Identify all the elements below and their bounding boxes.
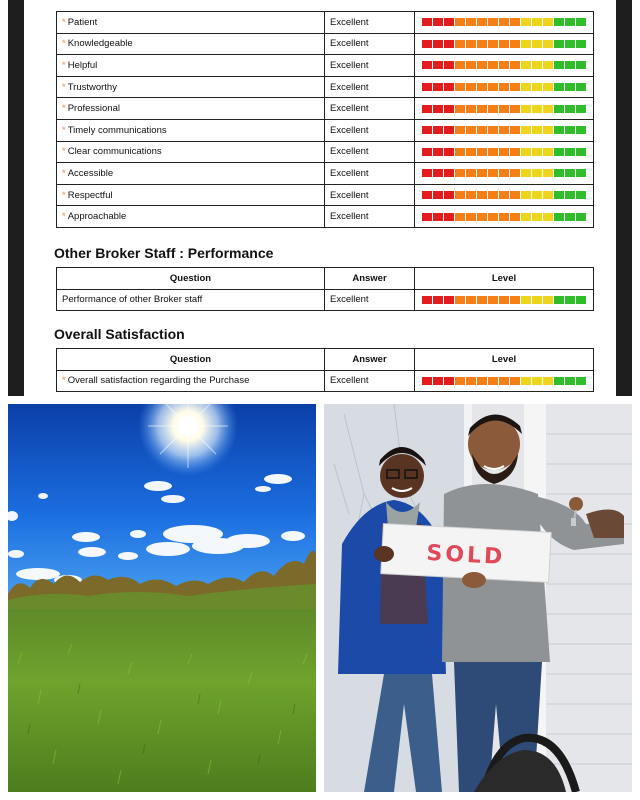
header-answer: Answer [325, 268, 415, 290]
level-segment-red [433, 148, 443, 156]
level-segment-orange [455, 296, 465, 304]
level-segment-orange [455, 377, 465, 385]
answer-cell: Excellent [325, 289, 415, 311]
level-segment-red [433, 61, 443, 69]
level-segment-green [554, 169, 564, 177]
table-row [57, 98, 594, 120]
level-segment-green [565, 148, 575, 156]
sold-sign-text: SOLD [425, 540, 506, 571]
level-cell [415, 12, 594, 34]
level-segment-orange [488, 148, 498, 156]
question-cell [57, 141, 325, 163]
level-segment-green [565, 61, 575, 69]
required-asterisk: * [62, 146, 66, 158]
level-segment-orange [499, 61, 509, 69]
level-segment-red [422, 213, 432, 221]
level-segment-orange [488, 40, 498, 48]
level-segment-orange [510, 105, 520, 113]
level-segment-red [433, 169, 443, 177]
level-segment-red [433, 191, 443, 199]
level-segment-orange [466, 18, 476, 26]
level-segment-green [554, 61, 564, 69]
level-segment-orange [466, 191, 476, 199]
answer-cell: Excellent [325, 98, 415, 120]
level-segment-orange [499, 191, 509, 199]
question-text: Overall satisfaction regarding the Purchase [67, 375, 250, 387]
survey-document [8, 0, 632, 396]
level-segment-green [576, 40, 586, 48]
level-segment-yellow [543, 61, 553, 69]
level-segment-green [576, 191, 586, 199]
required-asterisk: * [62, 167, 66, 179]
level-segment-green [554, 105, 564, 113]
level-segment-yellow [521, 296, 531, 304]
table-row [57, 206, 594, 228]
level-segment-yellow [543, 83, 553, 91]
required-asterisk: * [62, 38, 66, 50]
level-meter [420, 142, 588, 163]
level-segment-red [444, 191, 454, 199]
meadow-illustration [8, 404, 316, 792]
level-segment-orange [488, 83, 498, 91]
level-segment-orange [488, 191, 498, 199]
level-segment-orange [477, 377, 487, 385]
level-segment-yellow [521, 169, 531, 177]
level-segment-green [554, 148, 564, 156]
header-answer: Answer [325, 349, 415, 371]
level-segment-orange [466, 83, 476, 91]
answer-cell: Excellent [325, 163, 415, 185]
table-row [57, 12, 594, 34]
level-meter [420, 120, 588, 141]
level-segment-red [433, 40, 443, 48]
question-cell [57, 76, 325, 98]
level-segment-yellow [532, 61, 542, 69]
level-segment-orange [477, 213, 487, 221]
required-asterisk: * [62, 211, 66, 223]
answer-cell: Excellent [325, 119, 415, 141]
level-segment-orange [455, 18, 465, 26]
level-segment-orange [499, 105, 509, 113]
level-segment-red [422, 148, 432, 156]
level-segment-red [433, 377, 443, 385]
question-text: Trustworthy [67, 81, 117, 93]
level-meter [420, 77, 588, 98]
level-segment-orange [510, 148, 520, 156]
level-meter [420, 206, 588, 227]
level-segment-orange [488, 18, 498, 26]
level-meter [420, 34, 588, 55]
question-cell [57, 55, 325, 77]
level-segment-orange [510, 169, 520, 177]
level-segment-green [576, 126, 586, 134]
question-text: Professional [67, 103, 120, 115]
level-segment-yellow [532, 213, 542, 221]
table-row [57, 184, 594, 206]
level-segment-orange [499, 296, 509, 304]
table-row [57, 141, 594, 163]
level-segment-orange [455, 105, 465, 113]
level-segment-orange [466, 61, 476, 69]
level-segment-orange [466, 169, 476, 177]
question-text: Timely communications [67, 124, 167, 136]
level-segment-yellow [532, 83, 542, 91]
level-segment-orange [510, 213, 520, 221]
level-segment-green [565, 83, 575, 91]
broker-staff-table [56, 267, 594, 311]
level-segment-green [554, 296, 564, 304]
question-cell [57, 119, 325, 141]
level-segment-orange [477, 61, 487, 69]
level-segment-orange [466, 213, 476, 221]
question-cell [57, 163, 325, 185]
level-segment-green [554, 40, 564, 48]
table-row [57, 370, 594, 392]
level-segment-green [565, 18, 575, 26]
level-segment-green [565, 213, 575, 221]
level-meter [420, 371, 588, 392]
level-segment-red [422, 105, 432, 113]
level-segment-orange [477, 40, 487, 48]
level-segment-green [565, 377, 575, 385]
level-cell [415, 163, 594, 185]
level-segment-green [565, 105, 575, 113]
level-segment-red [444, 83, 454, 91]
level-cell [415, 184, 594, 206]
sold-photo [324, 404, 632, 792]
level-segment-red [444, 213, 454, 221]
level-segment-orange [499, 213, 509, 221]
level-segment-yellow [521, 61, 531, 69]
level-segment-red [422, 40, 432, 48]
level-segment-red [422, 126, 432, 134]
level-segment-red [433, 213, 443, 221]
level-segment-yellow [532, 40, 542, 48]
level-segment-orange [466, 40, 476, 48]
sold-illustration [324, 404, 632, 792]
question-cell [57, 184, 325, 206]
level-segment-orange [488, 126, 498, 134]
level-segment-orange [499, 377, 509, 385]
level-segment-green [576, 148, 586, 156]
required-asterisk: * [62, 59, 66, 71]
question-text: Performance of other Broker staff [62, 294, 203, 306]
level-segment-yellow [521, 105, 531, 113]
level-cell [415, 370, 594, 392]
question-cell [57, 206, 325, 228]
question-cell [57, 289, 325, 311]
level-segment-yellow [532, 377, 542, 385]
level-segment-green [554, 213, 564, 221]
level-segment-orange [477, 296, 487, 304]
level-segment-red [422, 83, 432, 91]
header-question: Question [57, 268, 325, 290]
level-segment-green [565, 191, 575, 199]
level-segment-red [422, 296, 432, 304]
question-text: Clear communications [67, 146, 162, 158]
level-segment-orange [477, 148, 487, 156]
level-segment-green [565, 296, 575, 304]
required-asterisk: * [62, 124, 66, 136]
level-meter [420, 290, 588, 311]
level-segment-orange [477, 191, 487, 199]
level-cell [415, 289, 594, 311]
level-cell [415, 206, 594, 228]
level-segment-yellow [521, 213, 531, 221]
header-level: Level [415, 268, 594, 290]
level-segment-red [444, 169, 454, 177]
level-segment-orange [510, 191, 520, 199]
level-segment-red [444, 40, 454, 48]
level-segment-orange [510, 61, 520, 69]
question-text: Helpful [67, 59, 98, 71]
question-cell [57, 98, 325, 120]
required-asterisk: * [62, 103, 66, 115]
level-segment-yellow [521, 83, 531, 91]
level-segment-yellow [521, 18, 531, 26]
level-segment-green [576, 296, 586, 304]
answer-cell: Excellent [325, 76, 415, 98]
table-row [57, 163, 594, 185]
level-segment-green [576, 105, 586, 113]
level-segment-yellow [532, 191, 542, 199]
level-segment-orange [455, 191, 465, 199]
level-segment-green [576, 18, 586, 26]
level-segment-orange [455, 126, 465, 134]
answer-cell: Excellent [325, 206, 415, 228]
level-segment-orange [477, 18, 487, 26]
level-segment-orange [499, 40, 509, 48]
level-cell [415, 55, 594, 77]
level-segment-orange [477, 169, 487, 177]
level-segment-orange [455, 40, 465, 48]
required-asterisk: * [62, 189, 66, 201]
level-segment-red [444, 18, 454, 26]
level-segment-yellow [521, 191, 531, 199]
level-segment-red [433, 83, 443, 91]
table-row [57, 55, 594, 77]
level-segment-yellow [532, 105, 542, 113]
answer-cell: Excellent [325, 184, 415, 206]
level-segment-yellow [521, 148, 531, 156]
level-segment-orange [466, 105, 476, 113]
level-meter [420, 98, 588, 119]
level-segment-yellow [543, 105, 553, 113]
question-cell [57, 33, 325, 55]
level-segment-green [565, 169, 575, 177]
level-segment-red [444, 61, 454, 69]
level-segment-yellow [532, 296, 542, 304]
level-segment-orange [488, 296, 498, 304]
level-segment-red [422, 169, 432, 177]
level-segment-yellow [532, 18, 542, 26]
level-segment-yellow [532, 169, 542, 177]
question-cell [57, 370, 325, 392]
meadow-photo [8, 404, 316, 792]
level-segment-orange [466, 377, 476, 385]
level-segment-red [444, 105, 454, 113]
required-asterisk: * [62, 375, 66, 387]
table-row [57, 33, 594, 55]
level-meter [420, 163, 588, 184]
question-text: Approachable [67, 211, 127, 223]
level-segment-red [444, 126, 454, 134]
level-cell [415, 119, 594, 141]
level-segment-orange [488, 61, 498, 69]
question-cell [57, 12, 325, 34]
table-row [57, 119, 594, 141]
table-row [57, 76, 594, 98]
level-segment-yellow [543, 126, 553, 134]
level-segment-orange [466, 148, 476, 156]
level-segment-orange [488, 169, 498, 177]
level-segment-red [422, 377, 432, 385]
level-segment-yellow [543, 377, 553, 385]
level-cell [415, 98, 594, 120]
level-segment-yellow [543, 169, 553, 177]
level-segment-orange [488, 105, 498, 113]
overall-section-title: Overall Satisfaction [54, 326, 185, 342]
required-asterisk: * [62, 81, 66, 93]
level-segment-green [554, 83, 564, 91]
level-segment-yellow [543, 213, 553, 221]
level-segment-orange [477, 105, 487, 113]
level-cell [415, 141, 594, 163]
level-segment-red [422, 18, 432, 26]
level-segment-orange [455, 148, 465, 156]
level-segment-green [576, 169, 586, 177]
level-segment-orange [499, 169, 509, 177]
level-segment-orange [499, 18, 509, 26]
level-segment-orange [499, 148, 509, 156]
level-segment-orange [455, 213, 465, 221]
level-segment-orange [499, 126, 509, 134]
level-segment-red [433, 18, 443, 26]
level-segment-orange [510, 83, 520, 91]
level-segment-orange [510, 377, 520, 385]
required-asterisk: * [62, 16, 66, 28]
level-meter [420, 55, 588, 76]
level-cell [415, 33, 594, 55]
question-text: Accessible [67, 167, 114, 179]
header-question: Question [57, 349, 325, 371]
question-text: Knowledgeable [67, 38, 133, 50]
answer-cell: Excellent [325, 33, 415, 55]
level-segment-orange [510, 126, 520, 134]
level-segment-orange [455, 83, 465, 91]
level-segment-orange [455, 169, 465, 177]
level-segment-red [433, 105, 443, 113]
answer-cell: Excellent [325, 141, 415, 163]
level-segment-yellow [543, 296, 553, 304]
answer-cell: Excellent [325, 12, 415, 34]
header-level: Level [415, 349, 594, 371]
broker-staff-section-title: Other Broker Staff : Performance [54, 245, 274, 261]
level-meter [420, 185, 588, 206]
level-cell [415, 76, 594, 98]
level-segment-green [554, 191, 564, 199]
level-segment-orange [488, 377, 498, 385]
level-segment-orange [510, 18, 520, 26]
level-segment-green [576, 61, 586, 69]
level-segment-red [444, 148, 454, 156]
level-segment-red [422, 191, 432, 199]
level-segment-yellow [543, 18, 553, 26]
level-segment-red [433, 126, 443, 134]
level-segment-orange [477, 83, 487, 91]
question-text: Respectful [67, 189, 113, 201]
level-segment-green [565, 126, 575, 134]
level-segment-green [576, 377, 586, 385]
level-segment-orange [455, 61, 465, 69]
level-segment-green [565, 40, 575, 48]
level-segment-yellow [543, 40, 553, 48]
overall-table [56, 348, 594, 392]
level-segment-green [554, 126, 564, 134]
level-segment-orange [488, 213, 498, 221]
level-segment-yellow [543, 191, 553, 199]
level-segment-green [576, 83, 586, 91]
level-segment-orange [510, 40, 520, 48]
level-segment-green [576, 213, 586, 221]
level-segment-orange [510, 296, 520, 304]
level-segment-yellow [543, 148, 553, 156]
level-segment-yellow [532, 126, 542, 134]
level-segment-yellow [532, 148, 542, 156]
sold-sign [381, 524, 551, 583]
level-segment-yellow [521, 126, 531, 134]
level-segment-red [444, 377, 454, 385]
level-segment-green [554, 377, 564, 385]
question-text: Patient [67, 16, 98, 28]
level-segment-orange [499, 83, 509, 91]
level-segment-orange [477, 126, 487, 134]
level-segment-green [554, 18, 564, 26]
level-segment-yellow [521, 40, 531, 48]
level-segment-orange [466, 126, 476, 134]
answer-cell: Excellent [325, 55, 415, 77]
level-meter [420, 12, 588, 33]
table-row [57, 289, 594, 311]
level-segment-yellow [521, 377, 531, 385]
level-segment-red [422, 61, 432, 69]
answer-cell: Excellent [325, 370, 415, 392]
level-segment-red [433, 296, 443, 304]
level-segment-orange [466, 296, 476, 304]
agent-rating-table [56, 11, 594, 228]
level-segment-red [444, 296, 454, 304]
